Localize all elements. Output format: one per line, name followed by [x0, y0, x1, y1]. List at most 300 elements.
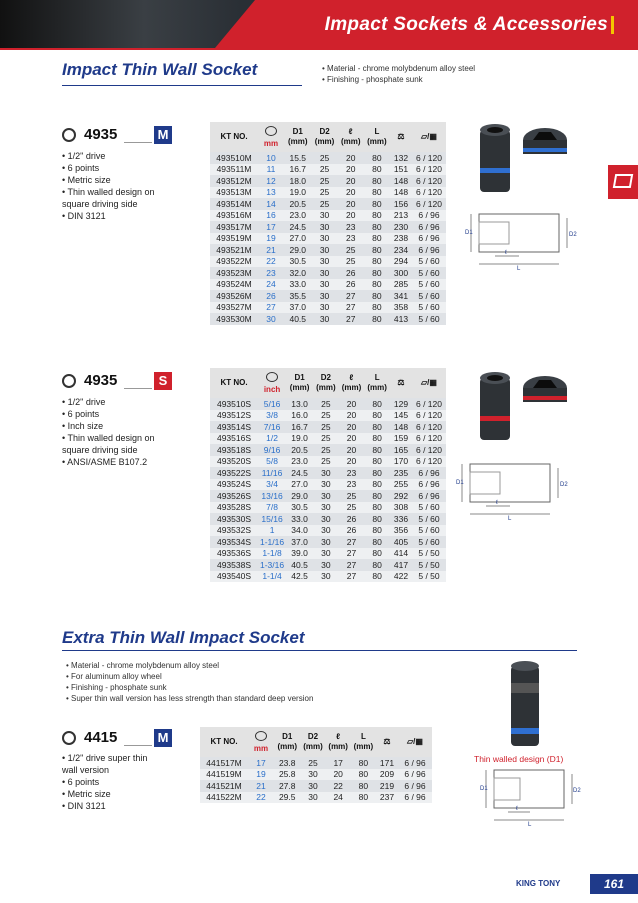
table-row [200, 757, 432, 769]
table-cell: 3/4 [258, 479, 286, 491]
table-cell: 37.0 [284, 302, 311, 314]
table-cell: 30.5 [284, 256, 311, 268]
table-cell: 29.0 [286, 490, 313, 502]
table-cell: 6 / 96 [412, 244, 446, 256]
table-cell: 20 [339, 398, 365, 410]
table-row [200, 792, 432, 804]
table-cell: 493526M [210, 290, 258, 302]
table-cell: 30 [311, 221, 337, 233]
page-number: 161 [590, 874, 638, 894]
table-cell: 80 [364, 421, 390, 433]
svg-text:ℓ: ℓ [516, 806, 518, 812]
table-cell: 11 [258, 164, 284, 176]
package-icon: ▱/▦ [398, 727, 432, 757]
col-header-d1: D1 (mm) [286, 368, 313, 398]
table-cell: 17 [248, 757, 274, 769]
spec-table-4935s [210, 368, 446, 582]
table-cell: 30 [300, 792, 325, 804]
table-cell: 19.0 [286, 433, 313, 445]
table-cell: 308 [390, 502, 412, 514]
table-cell: 80 [364, 164, 390, 176]
table-cell: 26 [338, 267, 364, 279]
weight-icon: ⚖ [376, 727, 398, 757]
table-cell: 80 [351, 757, 376, 769]
table-cell: 441517M [200, 757, 248, 769]
table-cell: 493522S [210, 467, 258, 479]
table-cell: 42.5 [286, 571, 313, 583]
table-cell: 341 [390, 290, 412, 302]
table-cell: 151 [390, 164, 412, 176]
table-cell: 493532S [210, 525, 258, 537]
table-cell: 30 [311, 210, 337, 222]
table-cell: 15.5 [284, 152, 311, 164]
table-cell: 417 [390, 559, 412, 571]
table-row [210, 421, 446, 433]
table-cell: 11/16 [258, 467, 286, 479]
weight-icon: ⚖ [390, 368, 412, 398]
table-cell: 30 [313, 502, 339, 514]
product-badge-4935m: 4935 M [62, 126, 172, 144]
table-cell: 25 [313, 398, 339, 410]
table-cell: 30 [300, 780, 325, 792]
table-cell: 80 [364, 467, 390, 479]
table-cell: 34.0 [286, 525, 313, 537]
table-cell: 5 / 60 [412, 502, 446, 514]
table-cell: 27.0 [284, 233, 311, 245]
col-header-l: ℓ (mm) [338, 122, 364, 152]
table-row [210, 210, 446, 222]
table-cell: 25 [311, 164, 337, 176]
table-cell: 80 [364, 313, 390, 325]
table-cell: 15/16 [258, 513, 286, 525]
table-cell: 413 [390, 313, 412, 325]
table-cell: 1/2 [258, 433, 286, 445]
table-cell: 25 [338, 256, 364, 268]
table-cell: 39.0 [286, 548, 313, 560]
table-cell: 23 [338, 221, 364, 233]
table-cell: 358 [390, 302, 412, 314]
table-cell: 10 [258, 152, 284, 164]
table-cell: 30 [313, 479, 339, 491]
table-cell: 80 [364, 152, 390, 164]
table-cell: 16.7 [284, 164, 311, 176]
table-row [210, 187, 446, 199]
table-cell: 230 [390, 221, 412, 233]
table-cell: 9/16 [258, 444, 286, 456]
header-banner [0, 0, 638, 48]
table-cell: 25 [313, 433, 339, 445]
table-cell: 493527M [210, 302, 258, 314]
table-cell: 6 / 96 [412, 479, 446, 491]
table-cell: 493530S [210, 513, 258, 525]
table-cell: 30 [311, 279, 337, 291]
weight-icon: ⚖ [390, 122, 412, 152]
table-row [210, 313, 446, 325]
table-cell: 16.0 [286, 410, 313, 422]
table-cell: 27 [338, 302, 364, 314]
table-cell: 6 / 120 [412, 164, 446, 176]
table-row [210, 525, 446, 537]
table-cell: 24 [258, 279, 284, 291]
table-cell: 5 / 60 [412, 267, 446, 279]
col-header-L: L (mm) [364, 122, 390, 152]
table-cell: 6 / 96 [412, 467, 446, 479]
col-header-kt: KT NO. [200, 727, 248, 757]
thin-wall-caption: Thin walled design (D1) [474, 754, 564, 764]
table-cell: 6 / 96 [398, 792, 432, 804]
table-cell: 16.7 [286, 421, 313, 433]
table-cell: 165 [390, 444, 412, 456]
table-row [210, 433, 446, 445]
table-cell: 148 [390, 187, 412, 199]
table-cell: 493514S [210, 421, 258, 433]
table-cell: 80 [364, 548, 390, 560]
table-cell: 30 [311, 302, 337, 314]
table-cell: 80 [351, 769, 376, 781]
table-cell: 20 [339, 433, 365, 445]
table-cell: 80 [364, 410, 390, 422]
col-header-kt: KT NO. [210, 122, 258, 152]
table-cell: 80 [364, 244, 390, 256]
table-cell: 441519M [200, 769, 248, 781]
svg-text:ℓ: ℓ [505, 250, 507, 256]
table-row [200, 769, 432, 781]
table-cell: 80 [351, 780, 376, 792]
table-cell: 80 [364, 233, 390, 245]
table-cell: 29.0 [284, 244, 311, 256]
table-cell: 30 [313, 536, 339, 548]
table-cell: 493514M [210, 198, 258, 210]
section-title-thin-wall: Impact Thin Wall Socket [62, 60, 258, 79]
table-cell: 80 [364, 398, 390, 410]
table-row [210, 198, 446, 210]
table-cell: 6 / 120 [412, 187, 446, 199]
table-cell: 26 [338, 279, 364, 291]
col-header-L: L (mm) [364, 368, 390, 398]
table-cell: 235 [390, 467, 412, 479]
table-cell: 30.5 [286, 502, 313, 514]
table-cell: 27 [339, 548, 365, 560]
table-cell: 19 [258, 233, 284, 245]
table-cell: 5 / 60 [412, 536, 446, 548]
table-row [210, 290, 446, 302]
table-cell: 5 / 60 [412, 513, 446, 525]
dimension-drawing [465, 208, 575, 270]
table-cell: 6 / 96 [398, 769, 432, 781]
table-cell: 30 [313, 571, 339, 583]
table-cell: 30 [313, 548, 339, 560]
table-row [210, 279, 446, 291]
table-cell: 24.5 [286, 467, 313, 479]
col-header-l: ℓ (mm) [339, 368, 365, 398]
table-cell: 16 [258, 210, 284, 222]
table-cell: 493523M [210, 267, 258, 279]
table-cell: 493510S [210, 398, 258, 410]
table-cell: 27 [339, 571, 365, 583]
table-cell: 356 [390, 525, 412, 537]
table-cell: 40.5 [286, 559, 313, 571]
table-cell: 493512S [210, 410, 258, 422]
table-cell: 3/8 [258, 410, 286, 422]
table-cell: 493516S [210, 433, 258, 445]
table-cell: 493534S [210, 536, 258, 548]
table-cell: 80 [364, 175, 390, 187]
svg-text:D2: D2 [569, 232, 577, 238]
svg-text:L: L [517, 266, 521, 272]
table-cell: 493528S [210, 502, 258, 514]
table-cell: 27 [339, 559, 365, 571]
table-cell: 7/8 [258, 502, 286, 514]
table-row [210, 502, 446, 514]
table-cell: 1-1/4 [258, 571, 286, 583]
table-cell: 22 [258, 256, 284, 268]
table-cell: 25 [313, 456, 339, 468]
table-cell: 6 / 96 [412, 210, 446, 222]
svg-text:L: L [508, 516, 512, 522]
table-cell: 27 [339, 536, 365, 548]
feature-list-1: • 1/2" drive • 6 points • Metric size • Thin walled design on square driving side • DIN 3121 [62, 151, 155, 221]
table-cell: 26 [339, 513, 365, 525]
col-header-d2: D2 (mm) [300, 727, 325, 757]
table-cell: 25 [300, 757, 325, 769]
table-cell: 493524S [210, 479, 258, 491]
dimension-drawing [456, 458, 566, 520]
table-row [210, 444, 446, 456]
table-cell: 80 [364, 525, 390, 537]
table-cell: 1 [258, 525, 286, 537]
table-cell: 26 [258, 290, 284, 302]
table-cell: 148 [390, 421, 412, 433]
table-cell: 25.8 [274, 769, 300, 781]
table-cell: 493516M [210, 210, 258, 222]
table-cell: 80 [364, 221, 390, 233]
table-cell: 25 [339, 490, 365, 502]
table-row [210, 456, 446, 468]
table-cell: 27.0 [286, 479, 313, 491]
table-cell: 20 [338, 198, 364, 210]
table-cell: 20 [338, 175, 364, 187]
table-cell: 18.0 [284, 175, 311, 187]
section-tab-icon[interactable] [608, 165, 638, 199]
section-notes-1: • Material - chrome molybdenum alloy steel • Finishing - phosphate sunk [322, 64, 476, 84]
table-cell: 170 [390, 456, 412, 468]
table-cell: 493526S [210, 490, 258, 502]
table-cell: 20 [338, 164, 364, 176]
spec-table-4415m [200, 727, 432, 803]
table-cell: 30 [311, 267, 337, 279]
table-cell: 21 [248, 780, 274, 792]
table-row [210, 559, 446, 571]
table-cell: 493540S [210, 571, 258, 583]
table-cell: 493521M [210, 244, 258, 256]
product-badge-4415m: 4415 M [62, 729, 172, 747]
table-row [210, 244, 446, 256]
table-cell: 80 [351, 792, 376, 804]
table-cell: 23 [338, 233, 364, 245]
package-icon: ▱/▦ [412, 122, 446, 152]
table-cell: 5 / 50 [412, 571, 446, 583]
table-cell: 20 [339, 421, 365, 433]
table-cell: 5 / 60 [412, 256, 446, 268]
svg-text:D2: D2 [573, 788, 581, 794]
table-cell: 80 [364, 302, 390, 314]
table-cell: 20.5 [284, 198, 311, 210]
table-cell: 6 / 120 [412, 456, 446, 468]
table-cell: 17 [326, 757, 351, 769]
table-cell: 156 [390, 198, 412, 210]
table-cell: 6 / 120 [412, 152, 446, 164]
table-cell: 23.0 [284, 210, 311, 222]
table-cell: 132 [390, 152, 412, 164]
table-cell: 148 [390, 175, 412, 187]
table-cell: 19 [248, 769, 274, 781]
table-cell: 23 [339, 479, 365, 491]
table-cell: 80 [364, 502, 390, 514]
table-cell: 1-3/16 [260, 559, 285, 570]
table-cell: 80 [364, 290, 390, 302]
table-cell: 159 [390, 433, 412, 445]
table-cell: 80 [364, 433, 390, 445]
col-header-d1: D1 (mm) [284, 122, 311, 152]
table-cell: 80 [364, 513, 390, 525]
table-cell: 441521M [200, 780, 248, 792]
table-cell: 23 [339, 467, 365, 479]
table-cell: 5 / 60 [412, 302, 446, 314]
product-badge-4935s: 4935 S [62, 372, 172, 390]
table-cell: 6 / 120 [412, 398, 446, 410]
col-header-L: L (mm) [351, 727, 376, 757]
table-cell: 20 [338, 210, 364, 222]
table-cell: 33.0 [286, 513, 313, 525]
table-row [210, 256, 446, 268]
table-cell: 80 [364, 490, 390, 502]
table-cell: 80 [364, 198, 390, 210]
table-cell: 23.0 [286, 456, 313, 468]
svg-text:D1: D1 [465, 230, 473, 236]
table-cell: 5 / 50 [412, 548, 446, 560]
table-cell: 25 [313, 444, 339, 456]
spec-table-4935m [210, 122, 446, 325]
table-cell: 441522M [200, 792, 248, 804]
table-cell: 13/16 [258, 490, 286, 502]
table-cell: 209 [376, 769, 398, 781]
table-cell: 6 / 96 [398, 757, 432, 769]
table-cell: 20 [339, 410, 365, 422]
brand-logo: KING TONY [516, 879, 561, 888]
dimension-drawing [480, 764, 580, 826]
table-cell: 20 [339, 444, 365, 456]
table-cell: 37.0 [286, 536, 313, 548]
table-cell: 24.5 [284, 221, 311, 233]
table-cell: 33.0 [284, 279, 311, 291]
table-cell: 493517M [210, 221, 258, 233]
table-cell: 80 [364, 279, 390, 291]
table-cell: 493520S [210, 456, 258, 468]
table-row [210, 513, 446, 525]
table-cell: 493511M [210, 164, 258, 176]
table-cell: 6 / 120 [412, 433, 446, 445]
table-cell: 12 [258, 175, 284, 187]
table-row [210, 267, 446, 279]
table-row [210, 398, 446, 410]
table-cell: 493536S [210, 548, 258, 560]
table-row [210, 152, 446, 164]
table-cell: 30 [258, 313, 284, 325]
table-cell: 80 [364, 444, 390, 456]
section-notes-2: • Material - chrome molybdenum alloy steel • For aluminum alloy wheel • Finishing - phosphate sunk • Super thin wall version has less strength than standard deep version [66, 661, 314, 703]
table-row [210, 164, 446, 176]
table-cell: 30 [311, 290, 337, 302]
table-cell: 30 [313, 559, 339, 571]
svg-text:L: L [528, 822, 532, 828]
table-cell: 25 [338, 244, 364, 256]
table-cell: 80 [364, 571, 390, 583]
table-cell: 6 / 120 [412, 444, 446, 456]
table-cell: 493538S [210, 559, 258, 571]
table-cell: 27 [338, 290, 364, 302]
table-cell: 21 [258, 244, 284, 256]
svg-text:D1: D1 [456, 480, 464, 486]
table-cell: 19.0 [284, 187, 311, 199]
table-cell: 20 [326, 769, 351, 781]
table-cell: 32.0 [284, 267, 311, 279]
table-cell: 405 [390, 536, 412, 548]
table-row [210, 175, 446, 187]
table-cell: 80 [364, 187, 390, 199]
table-cell: 6 / 120 [412, 175, 446, 187]
table-cell: 25 [313, 410, 339, 422]
table-cell: 26 [339, 525, 365, 537]
table-cell: 20.5 [286, 444, 313, 456]
table-cell: 5 / 60 [412, 313, 446, 325]
table-cell: 80 [364, 256, 390, 268]
table-cell: 17 [258, 221, 284, 233]
table-cell: 6 / 96 [398, 780, 432, 792]
table-cell: 145 [390, 410, 412, 422]
table-cell: 27.8 [274, 780, 300, 792]
table-cell: 6 / 96 [412, 490, 446, 502]
table-cell: 13 [258, 187, 284, 199]
table-cell: 23 [258, 267, 284, 279]
package-icon: ▱/▦ [412, 368, 446, 398]
table-cell: 40.5 [284, 313, 311, 325]
table-cell: 6 / 96 [412, 221, 446, 233]
table-cell: 5/16 [258, 398, 286, 410]
table-cell: 25 [311, 187, 337, 199]
section-title-extra-thin: Extra Thin Wall Impact Socket [62, 628, 305, 647]
table-cell: 80 [364, 479, 390, 491]
table-row [210, 302, 446, 314]
table-cell: 213 [390, 210, 412, 222]
table-cell: 1-1/16 [260, 536, 285, 547]
table-cell: 493530M [210, 313, 258, 325]
table-cell: 6 / 96 [412, 233, 446, 245]
table-cell: 219 [376, 780, 398, 792]
socket-photo-icon [470, 366, 570, 456]
table-cell: 493513M [210, 187, 258, 199]
table-cell: 493524M [210, 279, 258, 291]
table-cell: 129 [390, 398, 412, 410]
table-cell: 27 [258, 302, 284, 314]
table-cell: 285 [390, 279, 412, 291]
table-cell: 171 [376, 757, 398, 769]
table-cell: 80 [364, 559, 390, 571]
table-cell: 300 [390, 267, 412, 279]
table-cell: 27 [338, 313, 364, 325]
table-cell: 493522M [210, 256, 258, 268]
col-header-l: ℓ (mm) [326, 727, 351, 757]
header-title: Impact Sockets & Accessories [324, 14, 608, 35]
